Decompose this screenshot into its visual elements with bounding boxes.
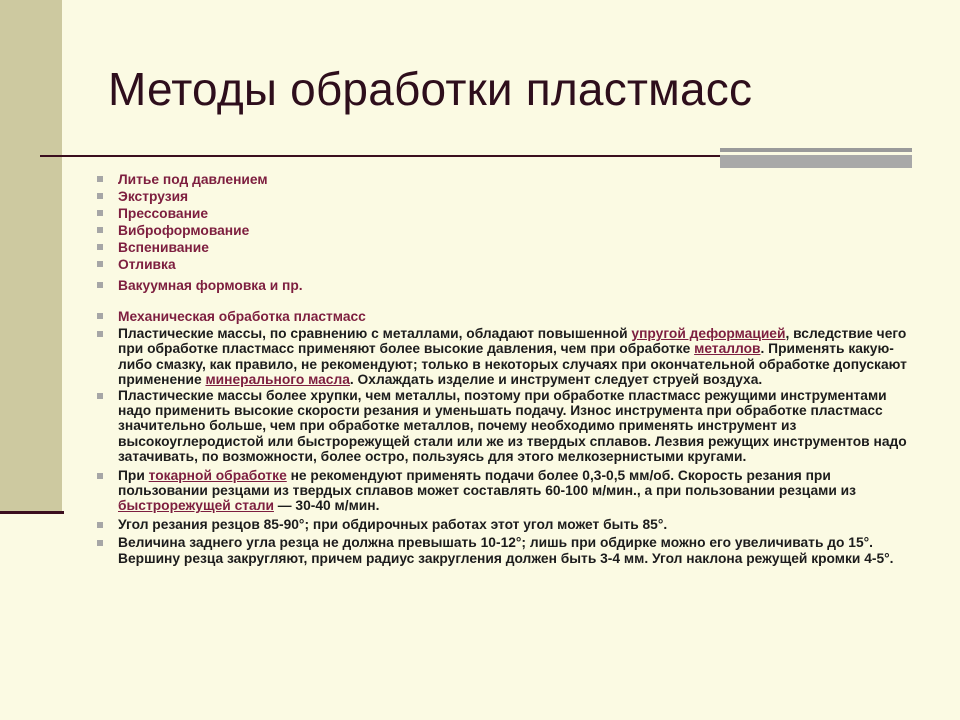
text-run: . Применять какую-либо смазку, как правило, не рекомендуют; только в некоторых случаях при окончательной обработке допускают применение	[118, 341, 907, 388]
link-mineral-oil[interactable]: минерального масла	[205, 372, 350, 388]
section-heading: Механическая обработка пластмасс	[97, 308, 917, 325]
method-item: Прессование	[97, 205, 917, 222]
paragraph-brittleness: Пластические массы более хрупки, чем металлы, поэтому при обработке пластмасс режущими инструментами надо применить высокие скорости резания и уменьшать подачу. Износ инструмента при обработке пластмасс значительно больше, чем при обработке металлов, почему необходимо применять инструмент из высокоуглеродистой или быстрорежущей стали или же из твердых сплавов. Лезвия режущих инструментов надо затачивать, по возможности, более остро, пользуясь для этого мелкозернистыми кругами.	[97, 388, 917, 465]
slide-title: Методы обработки пластмасс	[108, 63, 753, 115]
link-high-speed-steel[interactable]: быстрорежущей стали	[118, 498, 274, 514]
method-item: Отливка	[97, 256, 917, 273]
method-item: Вспенивание	[97, 239, 917, 256]
paragraph-turning	[97, 468, 917, 514]
paragraph-clearance-angle: Величина заднего угла резца не должна превышать 10-12°; лишь при обдирке можно его увеличивать до 15°. Вершину резца закругляют, причем радиус закругления должен быть 3-4 мм. Угол наклона режущей кромки 4-5°.	[97, 535, 917, 566]
text-run: Пластические массы, по сравнению с металлами, обладают повышенной	[118, 326, 632, 341]
text-run: . Охлаждать изделие и инструмент следует струей воздуха.	[349, 372, 763, 388]
sidebar-decoration	[0, 0, 62, 512]
method-item: Вакуумная формовка и пр.	[97, 277, 917, 294]
text-run: не рекомендуют применять подачи более 0,3-0,5 мм/об. Скорость резания при пользовании резцами из твердых сплавов может составлять 60-100 м/мин., а при пользовании резцами из	[118, 467, 856, 499]
paragraph-cutting-angle: Угол резания резцов 85-90°; при обдирочных работах этот угол может быть 85°.	[97, 517, 917, 532]
text-run: , вследствие чего при обработке пластмасс применяют более высокие давления, чем при обработке	[118, 326, 907, 357]
sidebar-divider	[0, 511, 64, 514]
link-metals[interactable]: металлов	[694, 341, 761, 357]
text-run: — 30-40 м/мин.	[273, 498, 380, 514]
title-rule-accent	[720, 148, 912, 168]
link-elastic-deformation[interactable]: упругой деформацией	[631, 326, 786, 341]
method-item: Экструзия	[97, 188, 917, 205]
content-list	[97, 171, 917, 566]
text-run: При	[118, 467, 149, 483]
method-item: Литье под давлением	[97, 171, 917, 188]
link-turning[interactable]: токарной обработке	[148, 467, 287, 483]
method-item: Виброформование	[97, 222, 917, 239]
paragraph-elasticity	[97, 326, 917, 388]
